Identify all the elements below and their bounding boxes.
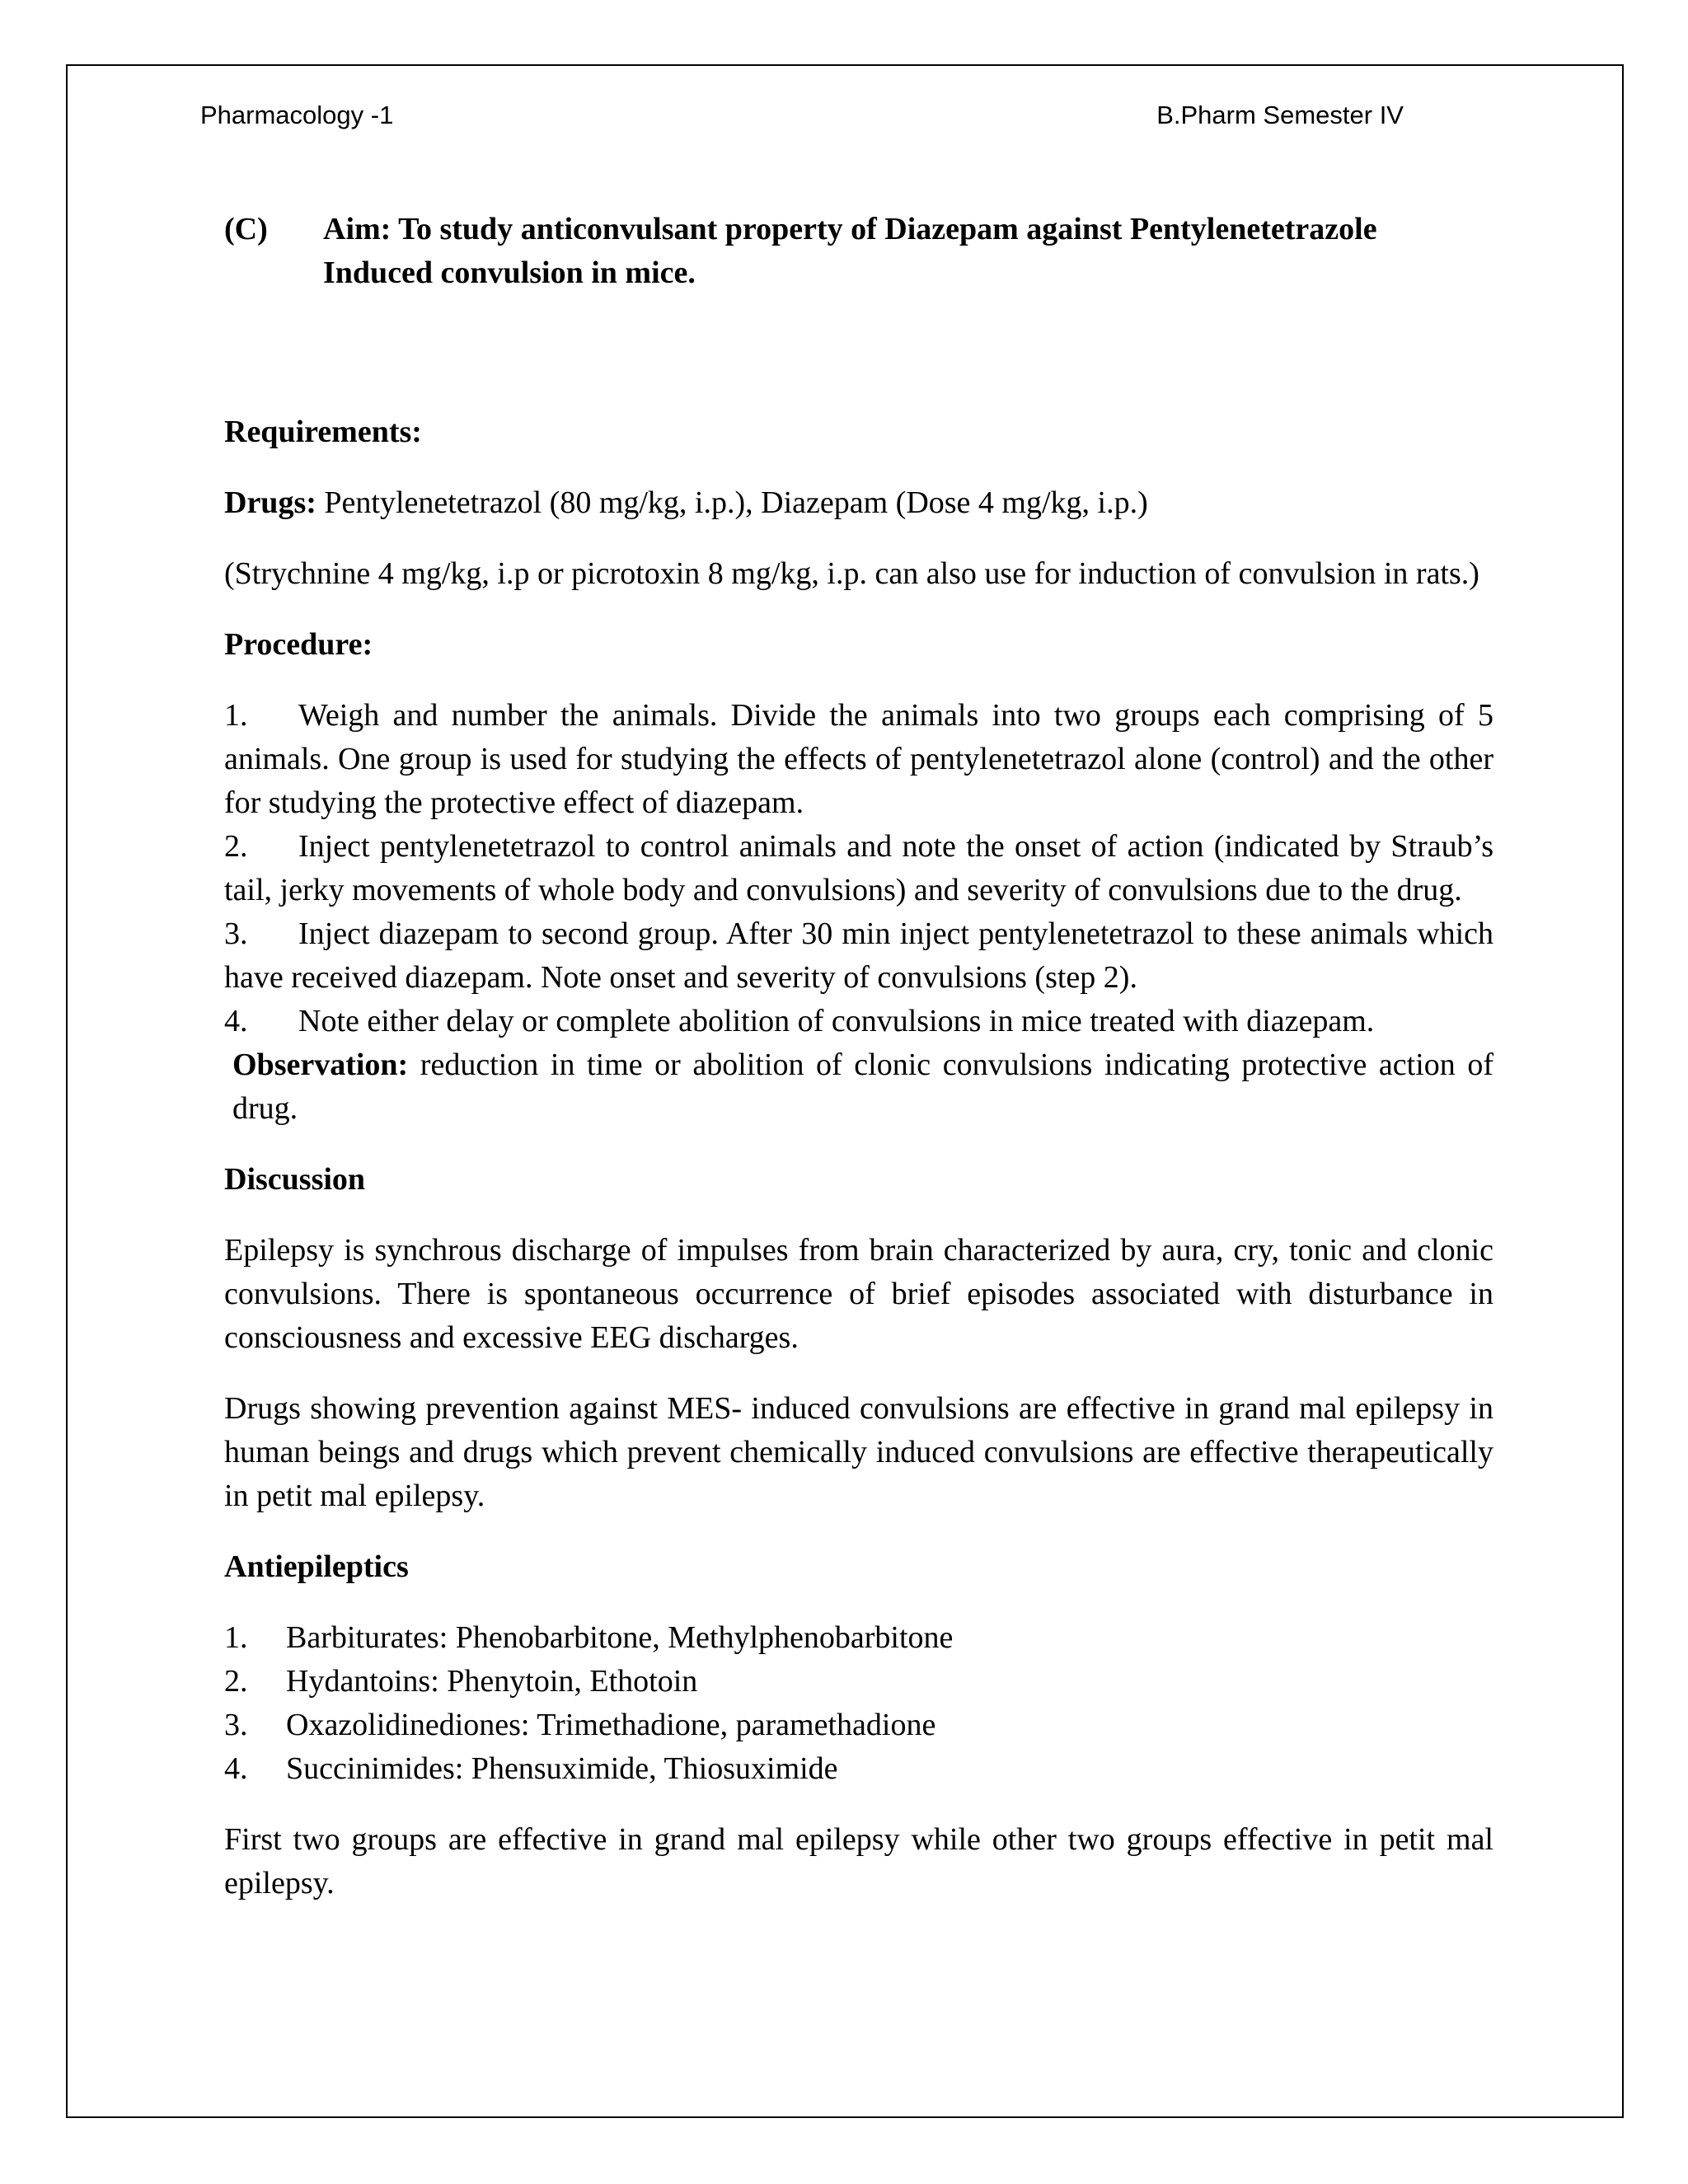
requirements-heading: Requirements:: [224, 415, 422, 449]
aim-line-2: Induced convulsion in mice.: [323, 255, 696, 290]
discussion-paragraph-2: Drugs showing prevention against MES- induced convulsions are effective in grand mal epilepsy in human beings and drugs which prevent chemically induced convulsions are effective therapeutically in petit mal epilepsy.: [224, 1391, 1493, 1513]
page-header: [200, 101, 1404, 130]
aim-line-1: Aim: To study anticonvulsant property of Diazepam against Pentylenetetrazole: [323, 212, 1377, 246]
observation-paragraph: [224, 1043, 1493, 1131]
drugs-label: Drugs:: [224, 485, 316, 520]
item-text: Barbiturates: Phenobarbitone, Methylphenobarbitone: [286, 1620, 954, 1655]
antiepileptics-conclusion: First two groups are effective in grand mal epilepsy while other two groups effective in petit mal epilepsy.: [224, 1822, 1493, 1900]
aim-letter: (C): [224, 212, 268, 246]
procedure-list: [224, 694, 1493, 1043]
item-text: Oxazolidinediones: Trimethadione, paramethadione: [286, 1708, 936, 1742]
antiepileptics-heading: Antiepileptics: [224, 1549, 409, 1584]
procedure-heading: Procedure:: [224, 627, 373, 662]
item-number: 4.: [224, 1751, 248, 1786]
item-number: 2.: [224, 1664, 248, 1699]
item-text: Hydantoins: Phenytoin, Ethotoin: [286, 1664, 698, 1699]
procedure-step: [224, 694, 1493, 825]
step-text: Inject diazepam to second group. After 30 min inject pentylenetetrazol to these animals which have received diazepam. Note onset and severity of convulsions (step 2).: [224, 916, 1493, 995]
header-subject: Pharmacology -1: [200, 101, 394, 129]
drugs-text: Pentylenetetrazol (80 mg/kg, i.p.), Diazepam (Dose 4 mg/kg, i.p.): [316, 485, 1148, 520]
step-number: 4.: [224, 1004, 248, 1038]
document-body: [224, 208, 1493, 1933]
item-text: Succinimides: Phensuximide, Thiosuximide: [286, 1751, 838, 1786]
antiepileptics-list: [224, 1616, 1493, 1791]
step-number: 1.: [224, 698, 248, 733]
item-number: 1.: [224, 1620, 248, 1655]
discussion-paragraph-1: Epilepsy is synchrous discharge of impulses from brain characterized by aura, cry, tonic and clonic convulsions. There is spontaneous occurrence of brief episodes associated with disturbance in consciousness and excessive EEG discharges.: [224, 1233, 1493, 1355]
list-item: [224, 1747, 1493, 1791]
requirements-note: (Strychnine 4 mg/kg, i.p or picrotoxin 8 mg/kg, i.p. can also use for induction of convulsion in rats.): [224, 556, 1479, 591]
observation-label: Observation:: [232, 1047, 409, 1082]
step-text: Weigh and number the animals. Divide the animals into two groups each comprising of 5 animals. One group is used for studying the effects of pentylenetetrazol alone (control) and the other for studying the protective effect of diazepam.: [224, 698, 1493, 820]
list-item: [224, 1616, 1493, 1660]
item-number: 3.: [224, 1708, 248, 1742]
list-item: [224, 1660, 1493, 1704]
step-text: Note either delay or complete abolition of convulsions in mice treated with diazepam.: [298, 1004, 1375, 1038]
procedure-step: [224, 1000, 1493, 1043]
drugs-paragraph: [224, 481, 1493, 525]
procedure-step: [224, 912, 1493, 1000]
procedure-step: [224, 825, 1493, 912]
step-text: Inject pentylenetetrazol to control animals and note the onset of action (indicated by Straub’s tail, jerky movements of whole body and convulsions) and severity of convulsions due to the drug.: [224, 829, 1493, 907]
aim-heading: [224, 208, 1493, 295]
list-item: [224, 1704, 1493, 1747]
discussion-heading: Discussion: [224, 1162, 366, 1197]
header-semester: B.Pharm Semester IV: [1156, 101, 1404, 129]
aim-text: [323, 208, 1377, 295]
observation-text: reduction in time or abolition of clonic convulsions indicating protective action of drug.: [232, 1047, 1493, 1126]
step-number: 2.: [224, 829, 248, 864]
step-number: 3.: [224, 916, 248, 951]
